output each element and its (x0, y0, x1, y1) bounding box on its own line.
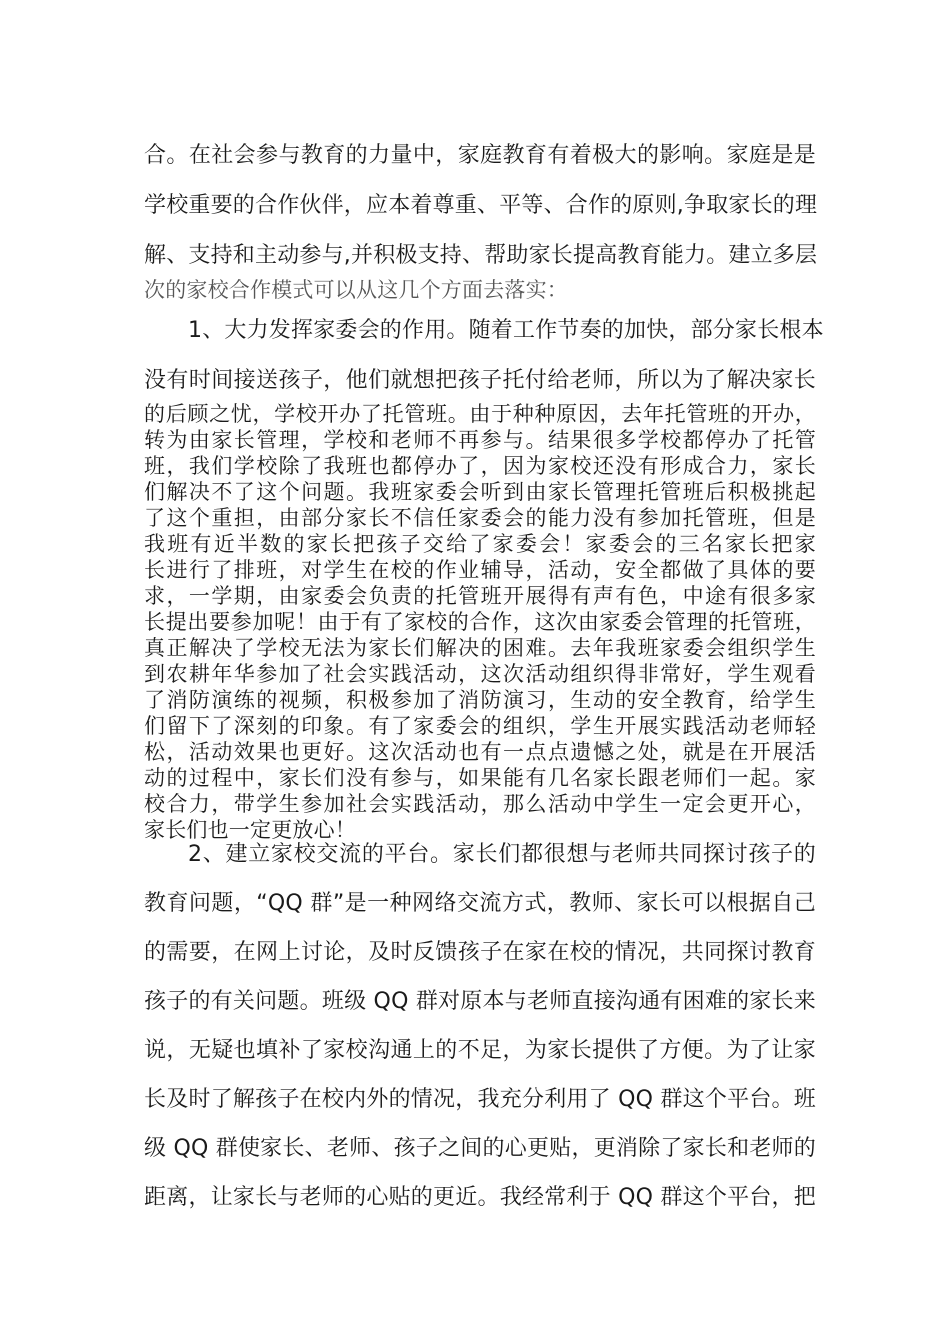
text-line: 了消防演练的视频，积极参加了消防演习，生动的安全教育，给学生 (144, 688, 816, 712)
section-1-heading-line: 1、大力发挥家委会的作用。随着工作节奏的加快，部分家长根本 (188, 318, 824, 343)
text-line: 的需要，在网上讨论，及时反馈孩子在家在校的情况，共同探讨教育 (144, 940, 816, 965)
text-line: 我班有近半数的家长把孩子交给了家委会！家委会的三名家长把家 (144, 532, 816, 556)
text-line: 求，一学期，由家委会负责的托管班开展得有声有色，中途有很多家 (144, 584, 816, 608)
text-line: 们留下了深刻的印象。有了家委会的组织，学生开展实践活动老师轻 (144, 714, 816, 738)
text-line: 距离，让家长与老师的心贴的更近。我经常利于 QQ 群这个平台，把 (144, 1185, 816, 1210)
section-2-heading-line: 2、建立家校交流的平台。家长们都很想与老师共同探讨孩子的 (188, 842, 816, 867)
text-line: 说，无疑也填补了家校沟通上的不足，为家长提供了方便。为了让家 (144, 1038, 816, 1063)
text-line: 合。在社会参与教育的力量中，家庭教育有着极大的影响。家庭是是 (144, 143, 816, 168)
text-line: 了这个重担，由部分家长不信任家委会的能力没有参加托管班，但是 (144, 506, 816, 530)
text-line: 学校重要的合作伙伴，应本着尊重、平等、合作的原则,争取家长的理 (144, 193, 818, 218)
text-line: 校合力，带学生参加社会实践活动，那么活动中学生一定会更开心， (144, 792, 816, 816)
text-line: 长提出要参加呢！由于有了家校的合作，这次由家委会管理的托管班， (144, 610, 816, 634)
text-line: 教育问题，“QQ 群”是一种网络交流方式，教师、家长可以根据自己 (144, 891, 816, 916)
text-line: 真正解决了学校无法为家长们解决的困难。去年我班家委会组织学生 (144, 636, 816, 660)
text-line: 长进行了排班，对学生在校的作业辅导，活动，安全都做了具体的要 (144, 558, 816, 582)
text-line: 解、支持和主动参与,并积极支持、帮助家长提高教育能力。建立多层 (144, 243, 818, 268)
text-line: 的后顾之忧，学校开办了托管班。由于种种原因，去年托管班的开办， (144, 402, 816, 426)
text-line: 没有时间接送孩子，他们就想把孩子托付给老师，所以为了解决家长 (144, 368, 816, 393)
text-line: 班，我们学校除了我班也都停办了，因为家校还没有形成合力，家长 (144, 454, 816, 478)
text-line: 家长们也一定更放心！ (144, 818, 356, 842)
text-line: 松，活动效果也更好。这次活动也有一点点遗憾之处，就是在开展活 (144, 740, 816, 764)
text-line: 长及时了解孩子在校内外的情况，我充分利用了 QQ 群这个平台。班 (144, 1087, 816, 1112)
text-line: 级 QQ 群使家长、老师、孩子之间的心更贴，更消除了家长和老师的 (144, 1136, 816, 1161)
text-line: 孩子的有关问题。班级 QQ 群对原本与老师直接沟通有困难的家长来 (144, 989, 816, 1014)
text-line: 转为由家长管理，学校和老师不再参与。结果很多学校都停办了托管 (144, 428, 816, 452)
text-line: 们解决不了这个问题。我班家委会听到由家长管理托管班后积极挑起 (144, 480, 816, 504)
text-line: 到农耕年华参加了社会实践活动，这次活动组织得非常好，学生观看 (144, 662, 816, 686)
text-line: 次的家校合作模式可以从这几个方面去落实： (144, 278, 568, 302)
text-line: 动的过程中，家长们没有参与，如果能有几名家长跟老师们一起。家 (144, 766, 816, 790)
